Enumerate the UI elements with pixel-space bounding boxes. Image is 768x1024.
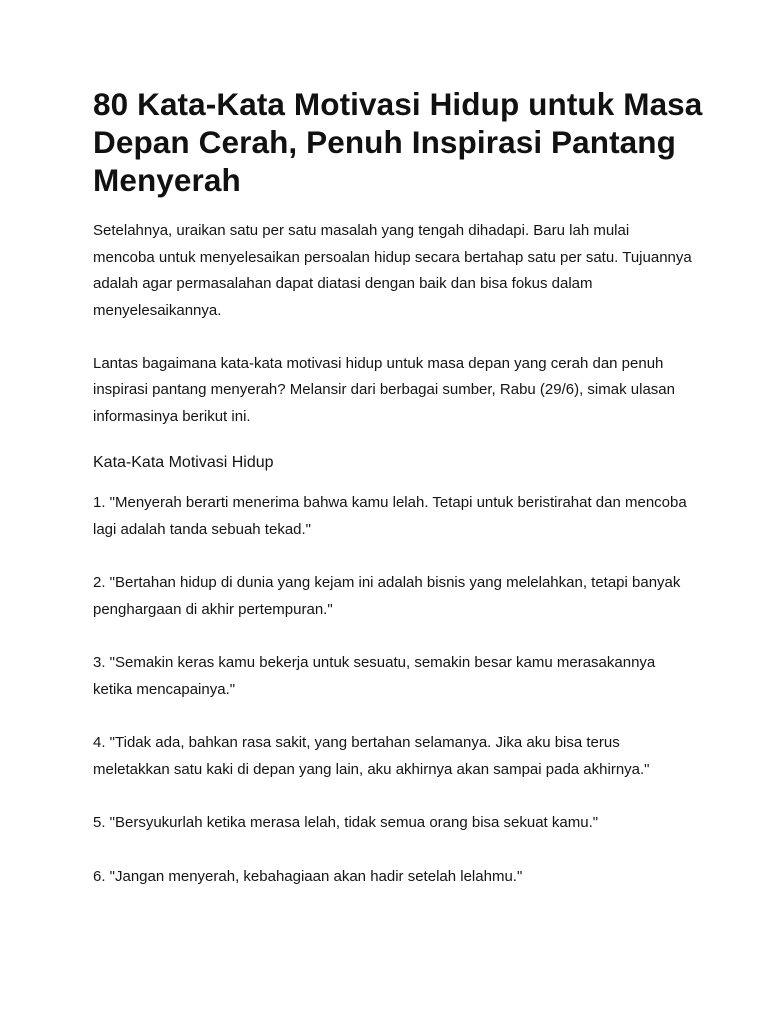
quote-item: 4. "Tidak ada, bahkan rasa sakit, yang bertahan selamanya. Jika aku bisa terus meletakkan satu kaki di depan yang lain, aku akhirnya akan sampai pada akhirnya." — [93, 734, 650, 778]
intro-paragraph: Setelahnya, uraikan satu per satu masalah yang tengah dihadapi. Baru lah mulai mencoba untuk menyelesaikan persoalan hidup secara bertahap satu per satu. Tujuannya adalah agar permasalahan dapat diatasi dengan baik dan bisa fokus dalam menyelesaikannya. — [93, 222, 692, 319]
article-title: 80 Kata-Kata Motivasi Hidup untuk Masa Depan Cerah, Penuh Inspirasi Pantang Menyerah — [93, 86, 703, 198]
intro-paragraph: Lantas bagaimana kata-kata motivasi hidup untuk masa depan yang cerah dan penuh inspirasi pantang menyerah? Melansir dari berbagai sumber, Rabu (29/6), simak ulasan informasinya berikut ini. — [93, 354, 675, 425]
quote-item: 5. "Bersyukurlah ketika merasa lelah, tidak semua orang bisa sekuat kamu." — [93, 814, 599, 831]
quote-item: 6. "Jangan menyerah, kebahagiaan akan hadir setelah lelahmu." — [93, 867, 523, 885]
quote-item: 3. "Semakin keras kamu bekerja untuk sesuatu, semakin besar kamu merasakannya ketika mencapainya." — [93, 654, 656, 698]
section-heading: Kata-Kata Motivasi Hidup — [93, 454, 274, 471]
quote-item: 1. "Menyerah berarti menerima bahwa kamu lelah. Tetapi untuk beristirahat dan mencoba lagi adalah tanda sebuah tekad." — [93, 494, 687, 538]
quote-item: 2. "Bertahan hidup di dunia yang kejam ini adalah bisnis yang melelahkan, tetapi banyak penghargaan di akhir pertempuran." — [93, 574, 681, 618]
quote-list — [93, 490, 693, 890]
article-body — [93, 218, 693, 917]
